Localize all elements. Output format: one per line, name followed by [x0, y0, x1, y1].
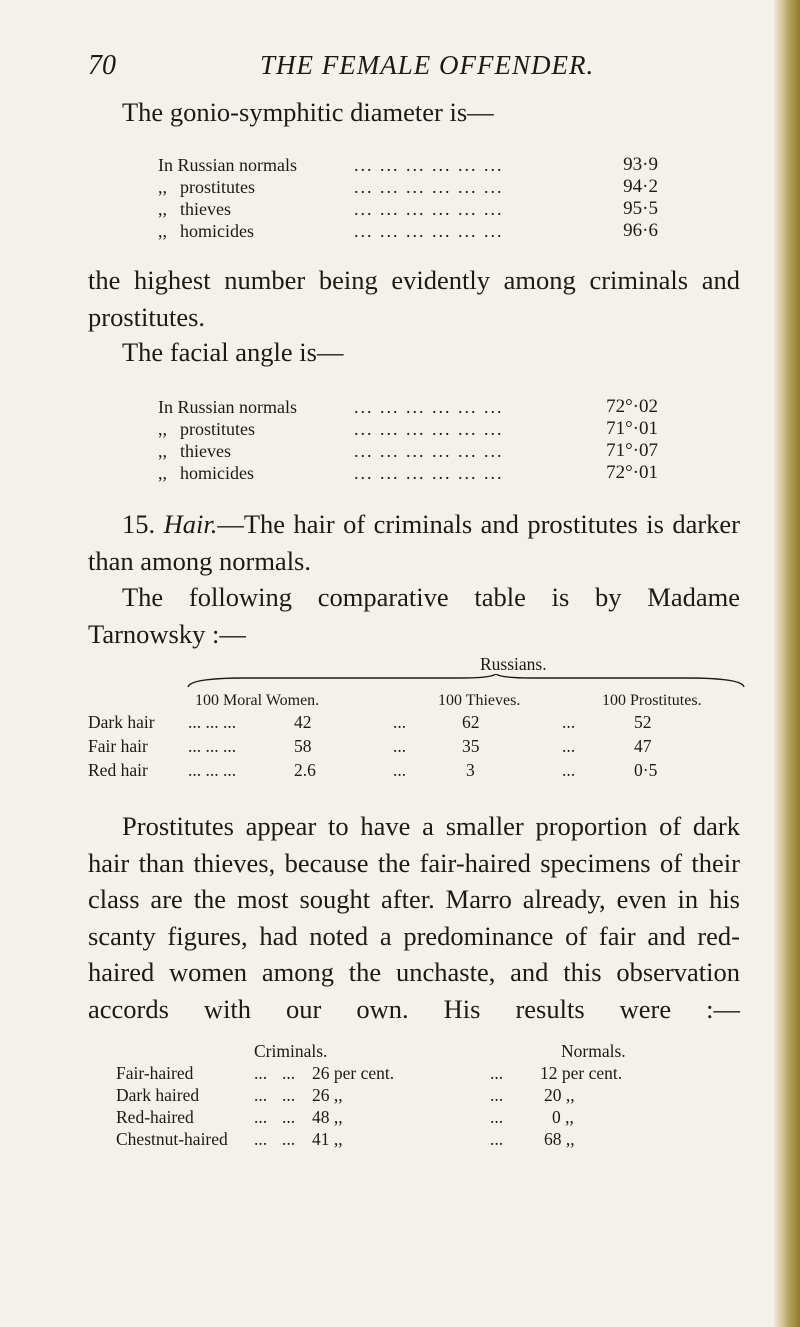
- list-item: ,, prostitutes ... ... ... ... ... ... 71°·01: [158, 418, 658, 439]
- column-header: Normals.: [561, 1041, 626, 1061]
- list-item: In Russian normals ... ... ... ... ... ... 93·9: [158, 154, 658, 175]
- list-item: In Russian normals ... ... ... ... ... ... 72°·02: [158, 396, 658, 417]
- column-header: Criminals.: [254, 1041, 328, 1061]
- facial-list: [158, 396, 658, 484]
- book-spine-edge: [774, 0, 800, 1327]
- page-number: 70: [88, 50, 116, 81]
- para-highest: the highest number being evidently among criminals and prostitutes.: [88, 265, 740, 332]
- list-item: ,, thieves ... ... ... ... ... ... 95·5: [158, 198, 658, 219]
- group-brace: [186, 674, 746, 688]
- list-item: ,, prostitutes ... ... ... ... ... ... 94·2: [158, 176, 658, 197]
- facial-intro: The facial angle is—: [122, 337, 344, 367]
- column-header: 100 Prostitutes.: [602, 692, 702, 709]
- table-group-header: Russians.: [480, 654, 547, 674]
- list-item: ,, thieves ... ... ... ... ... ... 71°·07: [158, 440, 658, 461]
- tarnowsky-table: Russians. 100 Moral Women. 100 Thieves. 100 Prostitutes. Dark hair ... ... ... 42 ... 62 ... 52 Fair hair ... ... ... 58 ... 35 ... 47 Red hair ... ... ... 2.6 ... 3 ... 0·5: [88, 654, 748, 784]
- section-title: Hair.: [163, 509, 218, 539]
- para-prostitutes: Prostitutes appear to have a smaller proportion of dark hair than thieves, because the fair-haired specimens of their class are the most sought after. Marro already, even in his scanty figures, had noted a predominance of fair and red-haired women among the unchaste, and this observation accords with our own. His results were :—: [88, 811, 740, 1024]
- gonio-list: [158, 154, 658, 242]
- para-following: The following comparative table is by Madame Tarnowsky :—: [88, 582, 740, 649]
- column-header: 100 Thieves.: [438, 692, 521, 709]
- page-header: [88, 50, 678, 90]
- marro-table: Criminals. Normals. Fair-haired ... ... 26 per cent. ... 12 per cent. Dark haired ... ... 26 ,, ... 20 ,, Red-haired ... ... 48 ,, ... 0 ,, Chestnut-haired ... ... 41 ,, ... 68 ,,: [116, 1041, 626, 1149]
- list-item: ,, homicides ... ... ... ... ... ... 72°·01: [158, 462, 658, 483]
- section-hair: 15. Hair.—The hair of criminals and prostitutes is darker than among normals.: [88, 509, 740, 576]
- list-item: ,, homicides ... ... ... ... ... ... 96·6: [158, 220, 658, 241]
- running-head: THE FEMALE OFFENDER.: [260, 50, 595, 80]
- column-header: 100 Moral Women.: [195, 692, 320, 709]
- gonio-intro: The gonio-symphitic diameter is—: [122, 97, 494, 127]
